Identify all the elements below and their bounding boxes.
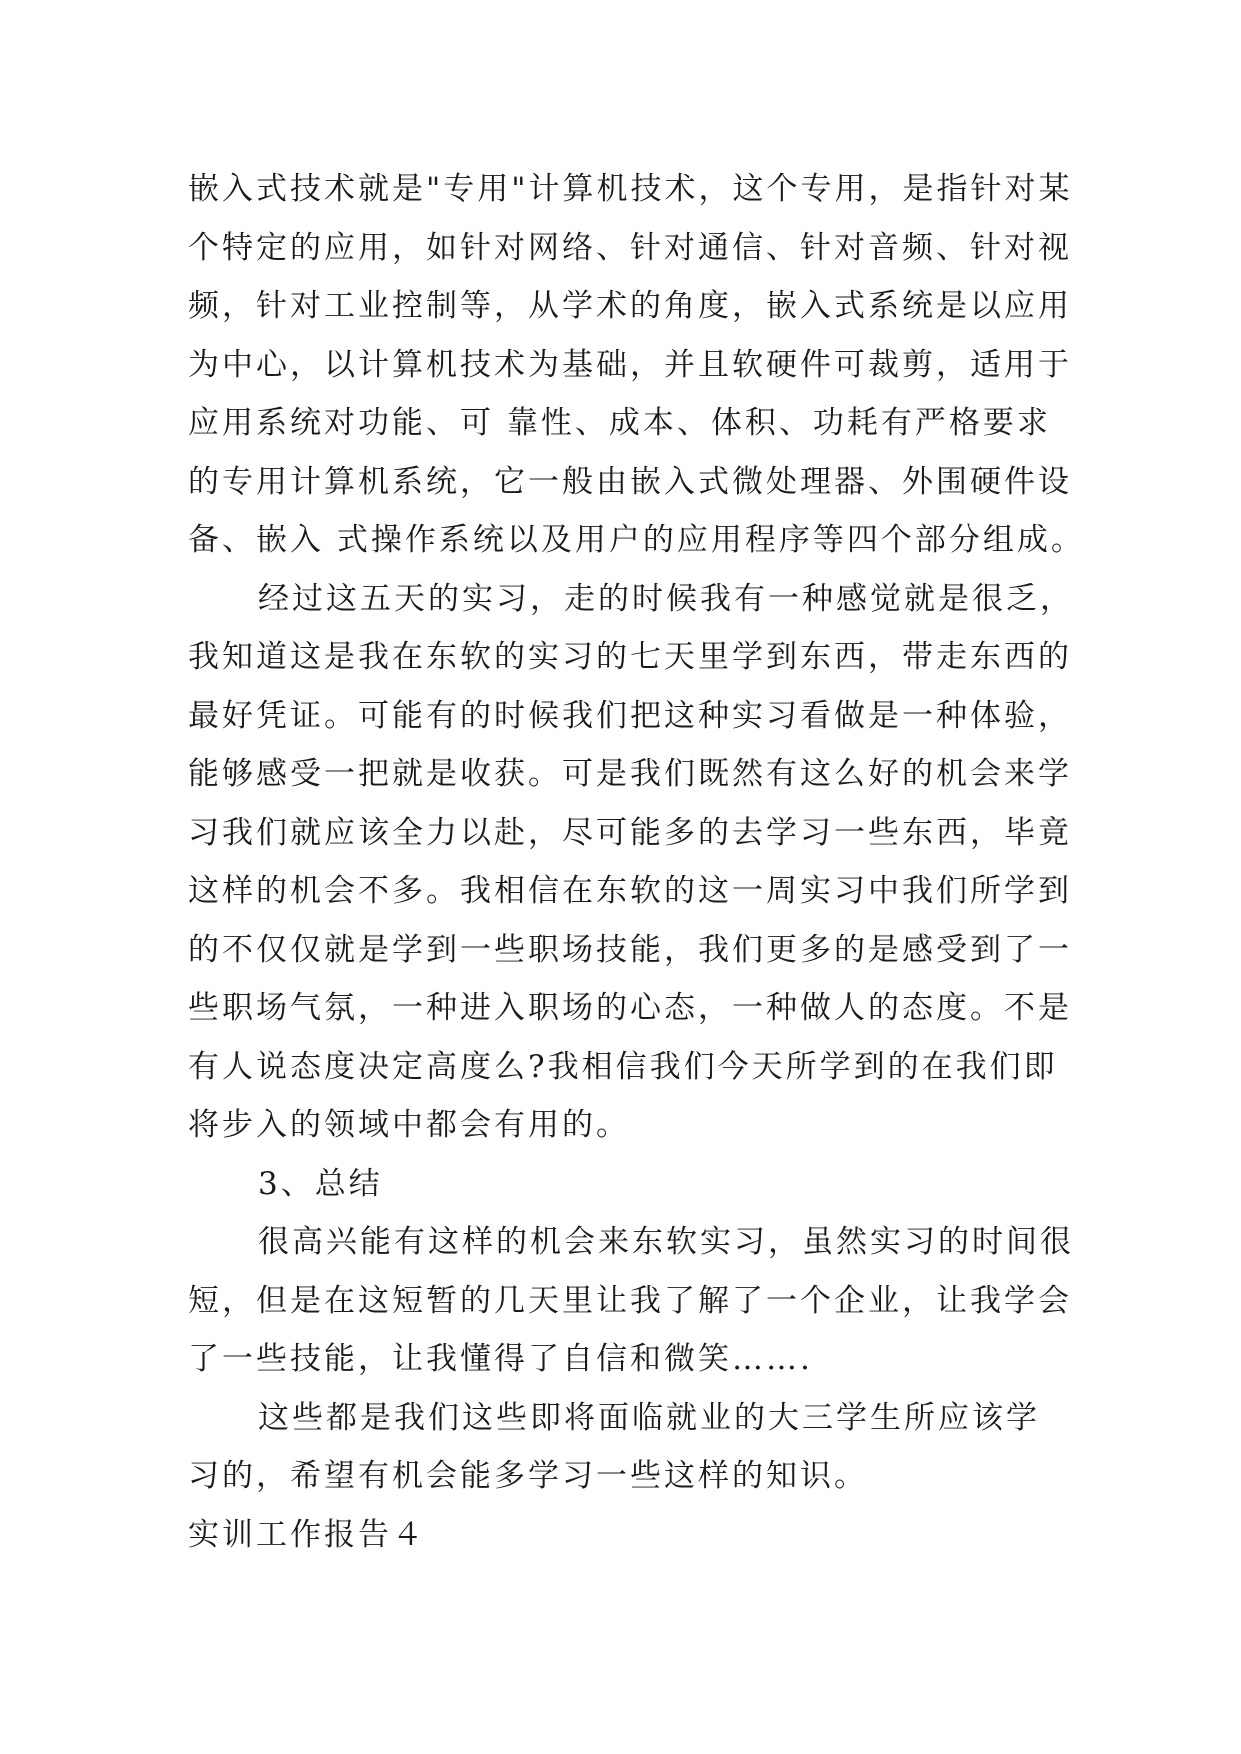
paragraph-line: 最好凭证。可能有的时候我们把这种实习看做是一种体验，	[188, 697, 1072, 734]
paragraph-line: 能够感受一把就是收获。可是我们既然有这么好的机会来学	[188, 756, 1072, 792]
paragraph-line: 这样的机会不多。我相信在东软的这一周实习中我们所学到	[188, 873, 1072, 909]
paragraph-line: 频，针对工业控制等，从学术的角度，嵌入式系统是以应用	[188, 288, 1072, 324]
document-body	[188, 160, 1085, 1564]
paragraph-line: 了一些技能，让我懂得了自信和微笑…….	[188, 1341, 813, 1377]
paragraph-first-line: 这些都是我们这些即将面临就业的大三学生所应该学	[258, 1399, 1040, 1436]
paragraph-line: 为中心，以计算机技术为基础，并且软硬件可裁剪，适用于	[188, 346, 1072, 383]
paragraph-line: 应用系统对功能、可 靠性、成本、体积、功耗有严格要求	[188, 405, 1051, 441]
paragraph-line: 嵌入式技术就是"专用"计算机技术，这个专用，是指针对某	[188, 171, 1073, 207]
paragraph-line: 些职场气氛，一种进入职场的心态，一种做人的态度。不是	[188, 990, 1072, 1026]
paragraph-first-line: 很高兴能有这样的机会来东软实习，虽然实习的时间很	[258, 1224, 1074, 1260]
paragraph-line: 我知道这是我在东软的实习的七天里学到东西，带走东西的	[188, 639, 1072, 675]
paragraph-line: 习的，希望有机会能多学习一些这样的知识。	[188, 1458, 868, 1494]
paragraph-line: 习我们就应该全力以赴，尽可能多的去学习一些东西，毕竟	[188, 814, 1072, 851]
paragraph-line: 有人说态度决定高度么?我相信我们今天所学到的在我们即	[188, 1048, 1058, 1085]
paragraph-first-line: 经过这五天的实习，走的时候我有一种感觉就是很乏，	[258, 580, 1074, 617]
report-title: 实训工作报告４	[188, 1516, 426, 1553]
paragraph-line: 个特定的应用，如针对网络、针对通信、针对音频、针对视	[188, 229, 1072, 266]
paragraph-line: 的不仅仅就是学到一些职场技能，我们更多的是感受到了一	[188, 931, 1072, 968]
paragraph-line: 将步入的领域中都会有用的。	[188, 1107, 630, 1143]
section-heading: 3、总结	[258, 1165, 383, 1202]
paragraph-line: 短，但是在这短暂的几天里让我了解了一个企业，让我学会	[188, 1282, 1072, 1319]
paragraph-line: 的专用计算机系统，它一般由嵌入式微处理器、外围硬件设	[188, 463, 1072, 500]
paragraph-line: 备、嵌入 式操作系统以及用户的应用程序等四个部分组成。	[188, 522, 1085, 558]
